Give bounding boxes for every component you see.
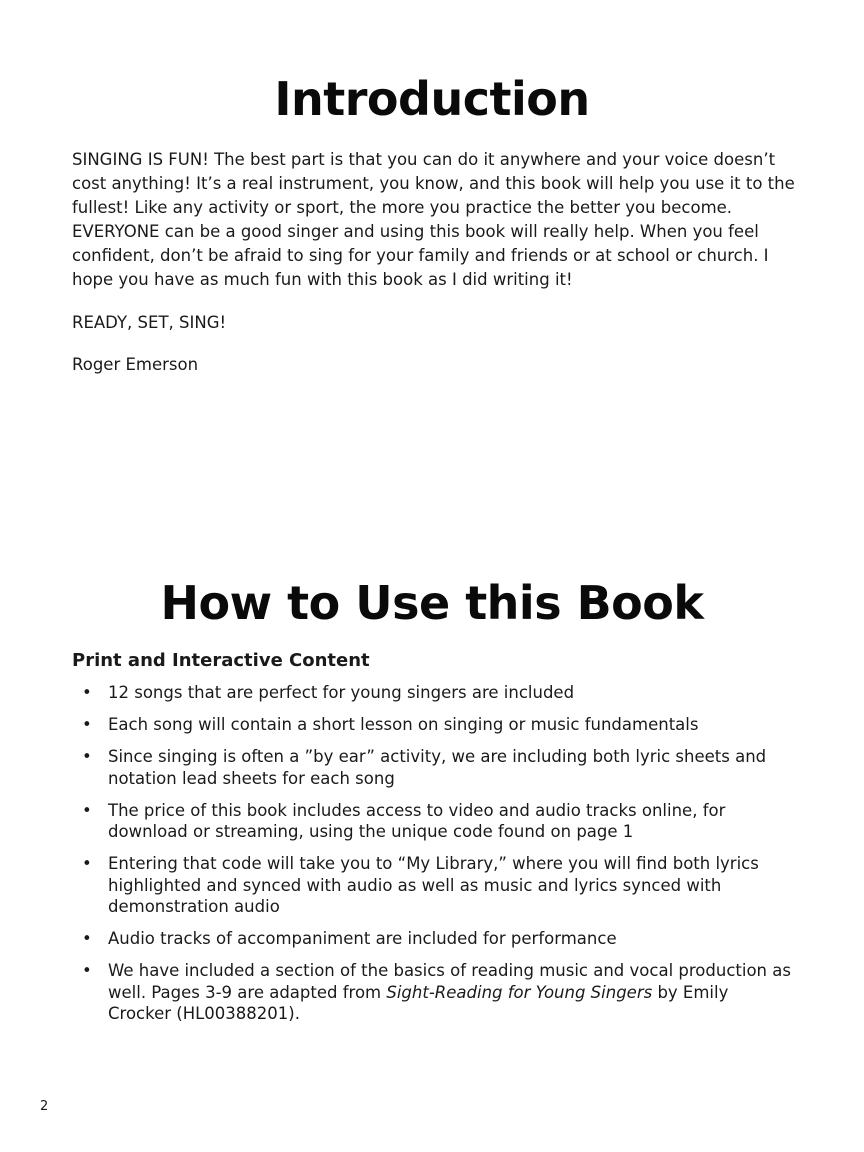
book-title-citation: Sight-Reading for Young Singers <box>386 982 653 1002</box>
introduction-heading: Introduction <box>274 72 590 126</box>
list-item-text: Since singing is often a ”by ear” activity, we are including both lyric sheets and notation lead sheets for each song <box>108 747 767 788</box>
list-item <box>72 714 792 736</box>
bullet-icon: • <box>82 961 92 980</box>
print-interactive-subheading: Print and Interactive Content <box>72 650 370 671</box>
bullet-icon: • <box>82 683 92 702</box>
list-item-text: 12 songs that are perfect for young singers are included <box>108 683 575 702</box>
bullet-icon: • <box>82 747 92 766</box>
list-item-text: Entering that code will take you to “My Library,” where you will find both lyrics highlighted and synced with audio as well as music and lyrics synced with demonstration audio <box>108 854 759 916</box>
closing-cheer: READY, SET, SING! <box>72 313 227 332</box>
bullet-icon: • <box>82 854 92 873</box>
how-to-use-heading: How to Use this Book <box>160 576 704 630</box>
list-item <box>72 800 792 843</box>
list-item <box>72 682 792 704</box>
list-item <box>72 960 792 1025</box>
introduction-paragraph: SINGING IS FUN! The best part is that you can do it anywhere and your voice doesn’t cost anything! It’s a real instrument, you know, and this book will help you use it to the fullest! Like any activity or sport, the more you practice the better you become. EVERYONE can be a good singer and using this book will really help. When you feel confident, don’t be afraid to sing for your family and friends or at school or church. I hope you have as much fun with this book as I did writing it! <box>72 150 795 289</box>
list-item-text: The price of this book includes access to video and audio tracks online, for download or streaming, using the unique code found on page 1 <box>108 800 726 841</box>
list-item-text: Audio tracks of accompaniment are included for performance <box>108 929 617 948</box>
list-item <box>72 853 792 918</box>
list-item-text-start: We have included a section of the basics of reading music and vocal production as well. Pages 3-9 are adapted from <box>108 961 791 1002</box>
bullet-icon: • <box>82 715 92 734</box>
list-item <box>72 746 792 789</box>
list-item-text: Each song will contain a short lesson on singing or music fundamentals <box>108 715 699 734</box>
bullet-icon: • <box>82 800 92 820</box>
features-list <box>72 682 792 1035</box>
list-item-text-end: by Emily Crocker (HL00388201). <box>108 982 729 1023</box>
bullet-icon: • <box>82 929 92 948</box>
page-number: 2 <box>40 1099 49 1114</box>
author-signature: Roger Emerson <box>72 355 199 374</box>
list-item <box>72 928 792 950</box>
